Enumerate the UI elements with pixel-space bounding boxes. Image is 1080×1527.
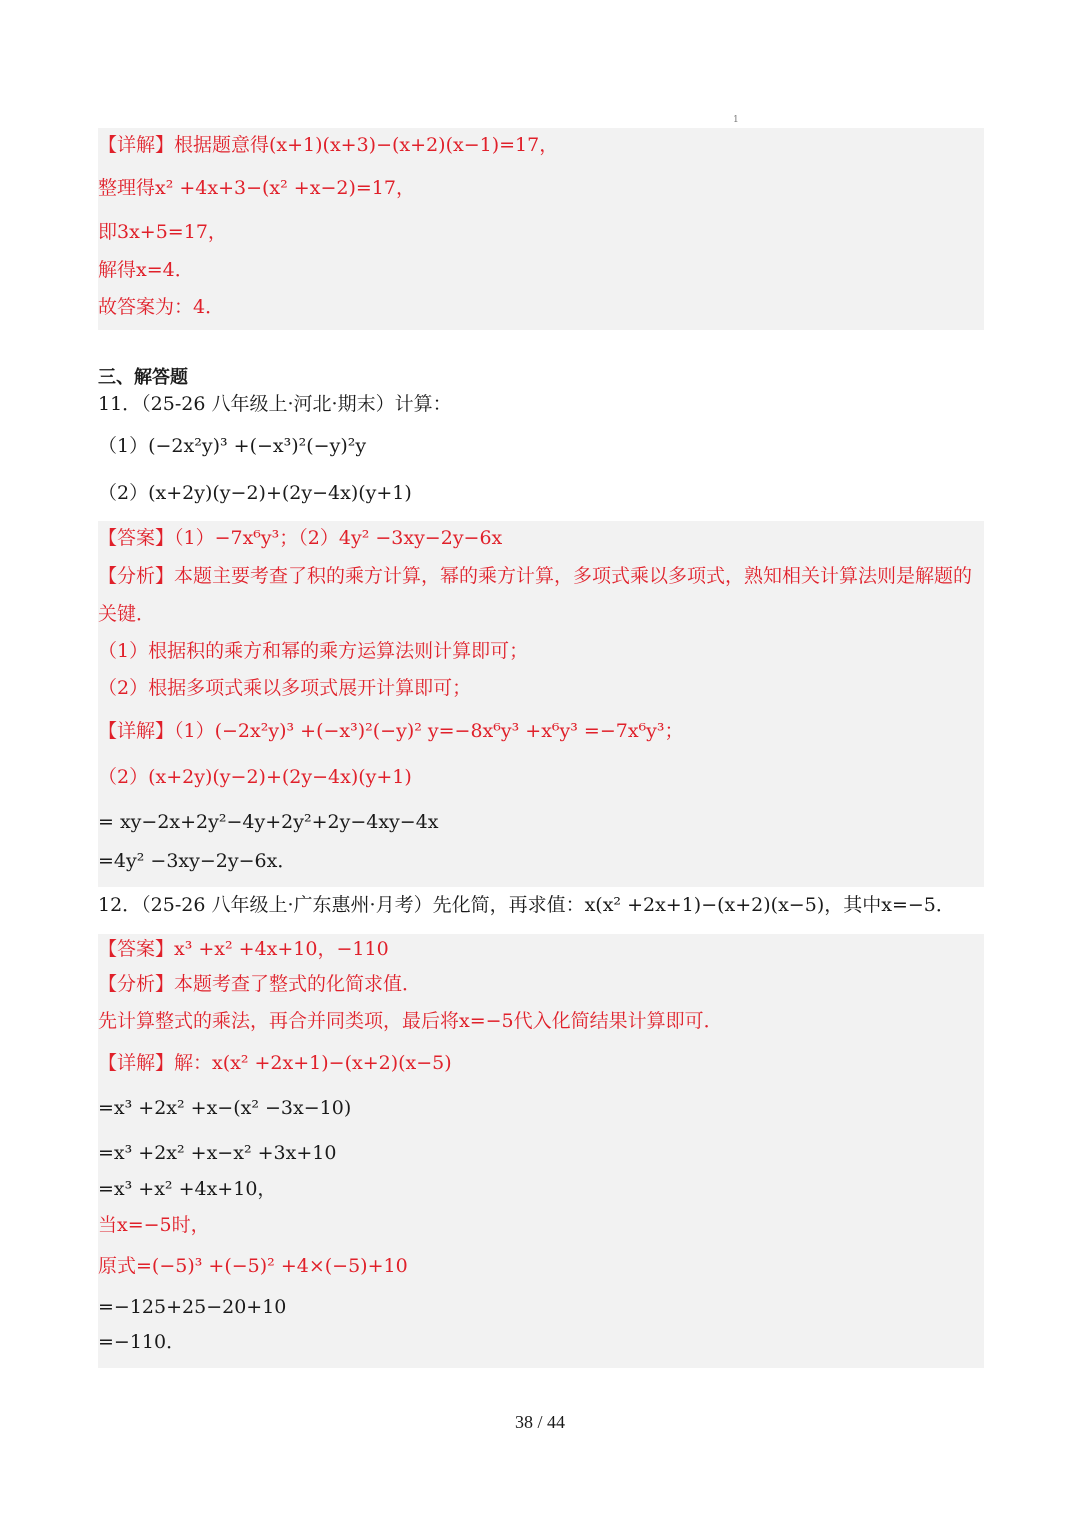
step-line-5: =−110． [98, 1331, 186, 1353]
analysis-line-1: 【分析】本题主要考查了积的乘方计算，幂的乘方计算，多项式乘以多项式，熟知相关计算法则是解题的 [98, 565, 973, 587]
solution-block-q12 [98, 934, 984, 1368]
detail-line-2: （2）(x+2y)(y−2)+(2y−4x)(y+1) [98, 766, 412, 788]
detail-line-1: 【详解】根据题意得(x+1)(x+3)−(x+2)(x−1)=17， [98, 134, 559, 156]
when-line: 当x=−5时， [98, 1214, 210, 1236]
step-line-2: =x³ +2x² +x−x² +3x+10 [98, 1142, 337, 1164]
step-line-1: =x³ +2x² +x−(x² −3x−10) [98, 1097, 352, 1119]
detail-line: 【详解】解：x(x² +2x+1)−(x+2)(x−5) [98, 1052, 452, 1074]
step-line-2: =4y² −3xy−2y−6x． [98, 850, 297, 872]
analysis-line-2: 关键． [98, 603, 156, 625]
analysis-line: 【分析】本题考查了整式的化简求值． [98, 973, 422, 995]
step-line-3: =x³ +x² +4x+10， [98, 1178, 277, 1200]
method-line: 先计算整式的乘法，再合并同类项，最后将x=−5代入化简结果计算即可． [98, 1010, 723, 1032]
hint-line-2: （2）根据多项式乘以多项式展开计算即可； [98, 677, 472, 699]
page-number: 38 / 44 [514, 1412, 565, 1432]
hint-line-1: （1）根据积的乘方和幂的乘方运算法则计算即可； [98, 640, 529, 662]
detail-line-4: 解得x=4． [98, 259, 194, 281]
step-line-4: =−125+25−20+10 [98, 1296, 287, 1318]
section-title: 三、解答题 [98, 367, 188, 388]
answer-line: 【答案】（1）−7x⁶y³；（2）4y² −3xy−2y−6x [98, 527, 503, 549]
question-11-stem: 11．（25-26 八年级上·河北·期末）计算： [98, 393, 452, 415]
solution-block-q10 [98, 128, 984, 330]
page-marker: 1 [733, 115, 739, 125]
detail-line-5: 故答案为：4． [98, 296, 225, 318]
detail-line-2: 整理得x² +4x+3−(x² +x−2)=17， [98, 177, 415, 199]
detail-line-1: 【详解】（1）(−2x²y)³ +(−x³)²(−y)² y=−8x⁶y³ +x⁶y³ =−7x⁶y³； [98, 720, 684, 742]
question-11-part-2: （2）(x+2y)(y−2)+(2y−4x)(y+1) [98, 482, 412, 504]
solution-block-q11 [98, 521, 984, 887]
question-11-part-1: （1）(−2x²y)³ +(−x³)²(−y)²y [98, 435, 367, 457]
question-12-stem: 12．（25-26 八年级上·广东惠州·月考）先化简，再求值：x(x² +2x+1)−(x+2)(x−5)，其中x=−5． [98, 894, 955, 916]
detail-line-3: 即3x+5=17， [98, 221, 227, 243]
step-line-1: = xy−2x+2y²−4y+2y²+2y−4xy−4x [98, 811, 439, 833]
original-expression-line: 原式=(−5)³ +(−5)² +4×(−5)+10 [98, 1255, 408, 1277]
answer-line: 【答案】x³ +x² +4x+10，−110 [98, 938, 389, 960]
